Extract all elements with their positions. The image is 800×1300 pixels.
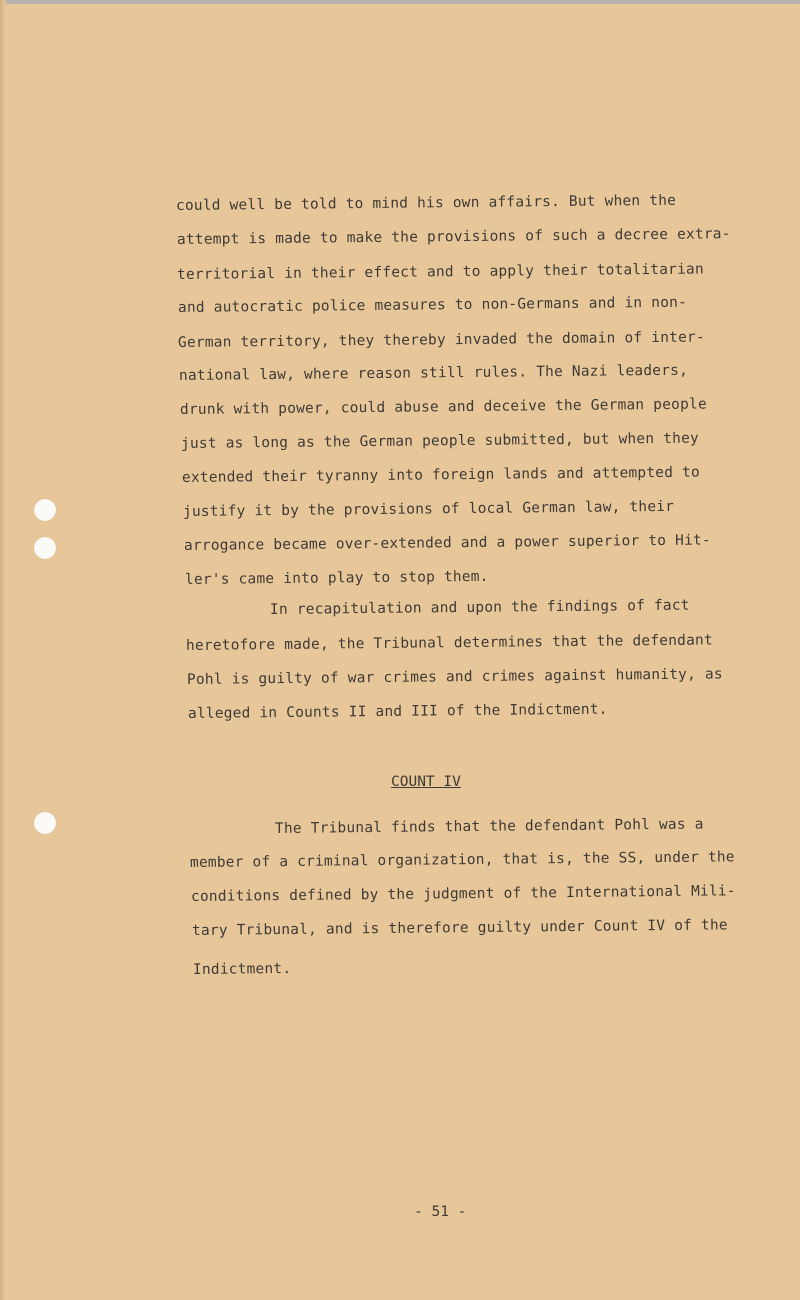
page-number: - 51 -: [414, 1204, 467, 1220]
text-line: ler's came into play to stop them.: [184, 568, 489, 588]
text-line: territorial in their effect and to apply their totalitarian: [176, 261, 704, 283]
text-line: drunk with power, could abuse and deceive the German people: [179, 396, 707, 418]
text-line: just as long as the German people submitted, but when they: [180, 430, 699, 452]
text-line: justify it by the provisions of local German law, their: [182, 498, 675, 520]
punch-hole: [34, 812, 56, 834]
text-line: attempt is made to make the provisions of such a decree extra-: [176, 226, 731, 248]
text-line: German territory, they thereby invaded the domain of inter-: [177, 329, 705, 351]
text-line: alleged in Counts II and III of the Indictment.: [187, 701, 608, 722]
text-line: Pohl is guilty of war crimes and crimes against humanity, as: [186, 666, 723, 688]
text-line: heretofore made, the Tribunal determines that the defendant: [185, 632, 713, 654]
text-line: The Tribunal finds that the defendant Pohl was a: [274, 816, 704, 837]
text-line: and autocratic police measures to non-Germans and in non-: [177, 294, 688, 316]
text-line: conditions defined by the judgment of the International Mili-: [190, 883, 736, 905]
text-line: could well be told to mind his own affairs. But when the: [175, 192, 677, 214]
paper-left-edge: [0, 0, 6, 1300]
scan-top-edge: [0, 0, 800, 4]
punch-hole: [34, 499, 56, 521]
text-line: arrogance became over-extended and a power superior to Hit-: [183, 532, 711, 554]
punch-hole: [34, 537, 56, 559]
section-heading: COUNT IV: [391, 774, 461, 790]
text-line: In recapitulation and upon the findings of fact: [269, 597, 690, 618]
text-line: national law, where reason still rules. The Nazi leaders,: [178, 362, 689, 384]
text-line: member of a criminal organization, that is, the SS, under the: [189, 849, 735, 871]
text-line: Indictment.: [192, 960, 292, 978]
text-line: extended their tyranny into foreign lands and attempted to: [181, 464, 700, 486]
text-line: tary Tribunal, and is therefore guilty under Count IV of the: [191, 917, 728, 939]
